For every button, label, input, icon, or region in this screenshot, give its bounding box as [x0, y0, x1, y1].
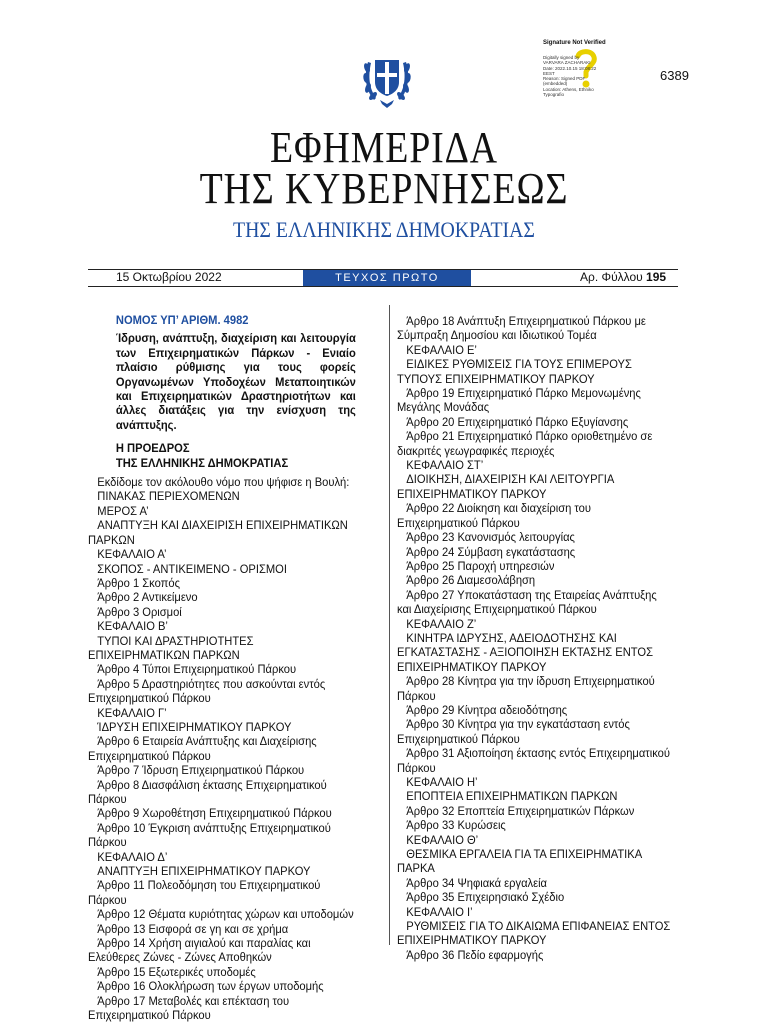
contents-list-right: [397, 314, 692, 962]
masthead-line-1: ΕΦΗΜΕΡΙΔΑ: [270, 123, 498, 172]
contents-line: Άρθρο 12 Θέματα κυριότητας χώρων και υποδομών: [97, 907, 354, 922]
contents-line: Άρθρο 24 Σύμβαση εγκατάστασης: [406, 544, 576, 559]
contents-line: Άρθρο 5 Δραστηριότητες που ασκούνται εντός Επιχειρηματικού Πάρκου: [88, 676, 326, 706]
contents-line: ΚΕΦΑΛΑΙΟ Ζ’: [406, 616, 477, 631]
column-divider: [389, 305, 390, 945]
signature-title: Signature Not Verified: [543, 40, 606, 46]
contents-line: Άρθρο 28 Κίνητρα για την ίδρυση Επιχειρηματικού Πάρκου: [397, 674, 655, 703]
contents-line: ΠΙΝΑΚΑΣ ΠΕΡΙΕΧΟΜΕΝΩΝ: [97, 489, 240, 504]
contents-line: ΚΕΦΑΛΑΙΟ Ι’: [406, 904, 473, 919]
contents-line: Άρθρο 17 Μεταβολές και επέκταση του Επιχειρηματικού Πάρκου: [88, 993, 290, 1023]
page-number: 6389: [660, 68, 689, 83]
contents-line: Άρθρο 8 Διασφάλιση έκτασης Επιχειρηματικού Πάρκου: [88, 777, 327, 806]
contents-line: Άρθρο 1 Σκοπός: [97, 575, 180, 590]
contents-line: Άρθρο 7 Ίδρυση Επιχειρηματικού Πάρκου: [97, 763, 305, 778]
contents-line: ΡΥΘΜΙΣΕΙΣ ΓΙΑ ΤΟ ΔΙΚΑΙΩΜΑ ΕΠΙΦΑΝΕΙΑΣ ΕΝΤΟΣ ΕΠΙΧΕΙΡΗΜΑΤΙΚΟΥ ΠΑΡΚΟΥ: [397, 919, 671, 948]
sheet-number: [580, 270, 666, 284]
contents-line: ΊΔΡΥΣΗ ΕΠΙΧΕΙΡΗΜΑΤΙΚΟΥ ΠΑΡΚΟΥ: [97, 719, 292, 734]
contents-line: Άρθρο 18 Ανάπτυξη Επιχειρηματικού Πάρκου με Σύμπραξη Δημοσίου και Ιδιωτικού Τομέα: [397, 314, 646, 343]
contents-line: Άρθρο 33 Κυρώσεις: [406, 818, 506, 833]
contents-line: Άρθρο 2 Αντικείμενο: [97, 590, 198, 605]
contents-line: Άρθρο 19 Επιχειρηματικό Πάρκο Μεμονωμένης Μεγάλης Μονάδας: [397, 386, 641, 415]
contents-line: ΚΕΦΑΛΑΙΟ Α’: [97, 547, 167, 562]
contents-line: Άρθρο 21 Επιχειρηματικό Πάρκο οριοθετημένο σε διακριτές γεωγραφικές περιοχές: [397, 429, 653, 458]
contents-line: Άρθρο 14 Χρήση αιγιαλού και παραλίας και Ελεύθερες Ζώνες - Ζώνες Αποθηκών: [88, 936, 311, 965]
contents-line: ΑΝΑΠΤΥΞΗ ΚΑΙ ΔΙΑΧΕΙΡΙΣΗ ΕΠΙΧΕΙΡΗΜΑΤΙΚΩΝ ΠΑΡΚΩΝ: [88, 518, 348, 547]
contents-line: Άρθρο 3 Ορισμοί: [97, 604, 182, 619]
contents-line: ΕΠΟΠΤΕΙΑ ΕΠΙΧΕΙΡΗΜΑΤΙΚΩΝ ΠΑΡΚΩΝ: [406, 789, 618, 804]
president-line-2: ΤΗΣ ΕΛΛΗΝΙΚΗΣ ΔΗΜΟΚΡΑΤΙΑΣ: [115, 455, 289, 470]
contents-line: ΑΝΑΠΤΥΞΗ ΕΠΙΧΕΙΡΗΜΑΤΙΚΟΥ ΠΑΡΚΟΥ: [97, 864, 311, 879]
contents-line: Άρθρο 27 Υποκατάσταση της Εταιρείας Ανάπτυξης και Διαχείρισης Επιχειρηματικού Πάρκου: [397, 587, 657, 617]
contents-list-left: [88, 489, 376, 1022]
law-description: Ίδρυση, ανάπτυξη, διαχείριση και λειτουργία των Επιχειρηματικών Πάρκων - Ενιαίο πλαίσιο ρύθμισης για τους φορείς Οργανωμένων Υποδοχέων Μεταποιητικών και Επιχειρηματικών Δραστηριοτήτων και άλλες διατάξεις για την ενίσχυση της ανάπτυξης.: [115, 331, 356, 432]
masthead-subtitle: ΤΗΣ ΕΛΛΗΝΙΚΗΣ ΔΗΜΟΚΡΑΤΙΑΣ: [233, 217, 535, 242]
contents-line: Άρθρο 30 Κίνητρα για την εγκατάσταση εντός Επιχειρηματικού Πάρκου: [397, 717, 630, 746]
header-rule-bottom: [88, 286, 678, 287]
contents-line: ΚΕΦΑΛΑΙΟ Δ’: [97, 849, 168, 864]
contents-line: ΚΕΦΑΛΑΙΟ Γ’: [97, 705, 167, 720]
contents-line: ΜΕΡΟΣ Α’: [97, 503, 149, 518]
law-title: ΝΟΜΟΣ ΥΠ’ ΑΡΙΘΜ. 4982: [115, 313, 249, 327]
contents-line: Άρθρο 9 Χωροθέτηση Επιχειρηματικού Πάρκου: [97, 806, 332, 821]
contents-line: Άρθρο 26 Διαμεσολάβηση: [406, 573, 536, 588]
contents-line: Άρθρο 36 Πεδίο εφαρμογής: [406, 947, 544, 962]
contents-line: Άρθρο 4 Τύποι Επιχειρηματικού Πάρκου: [97, 662, 297, 677]
contents-line: ΣΚΟΠΟΣ - ΑΝΤΙΚΕΙΜΕΝΟ - ΟΡΙΣΜΟΙ: [97, 561, 287, 576]
contents-line: ΕΙΔΙΚΕΣ ΡΥΘΜΙΣΕΙΣ ΓΙΑ ΤΟΥΣ ΕΠΙΜΕΡΟΥΣ ΤΥΠΟΥΣ ΕΠΙΧΕΙΡΗΜΑΤΙΚΟΥ ΠΑΡΚΟΥ: [397, 357, 632, 386]
contents-line: Άρθρο 6 Εταιρεία Ανάπτυξης και Διαχείρισης Επιχειρηματικού Πάρκου: [88, 734, 317, 763]
contents-line: Άρθρο 20 Επιχειρηματικό Πάρκο Εξυγίανσης: [406, 414, 629, 429]
contents-line: ΘΕΣΜΙΚΑ ΕΡΓΑΛΕΙΑ ΓΙΑ ΤΑ ΕΠΙΧΕΙΡΗΜΑΤΙΚΑ ΠΑΡΚΑ: [397, 847, 642, 876]
contents-line: ΚΙΝΗΤΡΑ ΙΔΡΥΣΗΣ, ΑΔΕΙΟΔΟΤΗΣΗΣ ΚΑΙ ΕΓΚΑΤΑΣΤΑΣΗΣ - ΑΞΙΟΠΟΙΗΣΗ ΕΚΤΑΣΗΣ ΕΝΤΟΣ ΕΠΙΧΕΙΡΗΜΑΤΙΚΟΥ ΠΑΡΚΟΥ: [397, 630, 653, 674]
contents-line: Άρθρο 23 Κανονισμός λειτουργίας: [406, 530, 575, 545]
masthead-line-2: ΤΗΣ ΚΥΒΕΡΝΗΣΕΩΣ: [199, 164, 569, 213]
contents-line: Άρθρο 13 Εισφορά σε γη και σε χρήμα: [97, 921, 289, 936]
sheet-label: Αρ. Φύλλου: [580, 270, 643, 284]
contents-line: Άρθρο 11 Πολεοδόμηση του Επιχειρηματικού Πάρκου: [88, 878, 321, 907]
contents-line: Άρθρο 10 Έγκριση ανάπτυξης Επιχειρηματικού Πάρκου: [88, 820, 331, 850]
contents-line: ΚΕΦΑΛΑΙΟ ΣΤ’: [406, 458, 484, 473]
sheet-number-value: 195: [646, 270, 667, 284]
contents-line: Άρθρο 16 Ολοκλήρωση των έργων υποδομής: [97, 979, 324, 994]
contents-line: ΚΕΦΑΛΑΙΟ Η’: [406, 775, 478, 789]
contents-line: Άρθρο 22 Διοίκηση και διαχείριση του Επιχειρηματικού Πάρκου: [397, 501, 591, 530]
contents-line: ΔΙΟΙΚΗΣΗ, ΔΙΑΧΕΙΡΙΣΗ ΚΑΙ ΛΕΙΤΟΥΡΓΙΑ ΕΠΙΧΕΙΡΗΜΑΤΙΚΟΥ ΠΑΡΚΟΥ: [397, 472, 614, 501]
signature-details: Digitally signed by VARVARA ZACHARAKI Date: 2022.10.15 18:08:22 EEST Reason: Signed PDF (embedded) Location: Athens, Ethniko Typografio: [543, 55, 597, 98]
contents-line: ΚΕΦΑΛΑΙΟ Β’: [97, 619, 168, 634]
issue-date: 15 Οκτωβρίου 2022: [116, 270, 222, 284]
intro-text: Εκδίδομε τον ακόλουθο νόμο που ψήφισε η Βουλή:: [97, 475, 350, 490]
contents-line: Άρθρο 35 Επιχειρησιακό Σχέδιο: [406, 890, 565, 905]
contents-line: Άρθρο 31 Αξιοποίηση έκτασης εντός Επιχειρηματικού Πάρκου: [397, 746, 670, 775]
contents-line: ΤΥΠΟΙ ΚΑΙ ΔΡΑΣΤΗΡΙΟΤΗΤΕΣ ΕΠΙΧΕΙΡΗΜΑΤΙΚΩΝ ΠΑΡΚΩΝ: [88, 633, 254, 662]
contents-line: Άρθρο 29 Κίνητρα αδειοδότησης: [406, 702, 568, 717]
president-line-1: Η ΠΡΟΕΔΡΟΣ: [115, 441, 190, 456]
right-column: [397, 314, 692, 962]
issue-badge: ΤΕΥΧΟΣ ΠΡΩΤΟ: [303, 270, 471, 286]
contents-line: ΚΕΦΑΛΑΙΟ Ε’: [406, 342, 477, 357]
greek-emblem-icon: [360, 38, 414, 118]
left-column: [88, 313, 376, 1023]
contents-line: Άρθρο 25 Παροχή υπηρεσιών: [406, 558, 555, 573]
contents-line: Άρθρο 15 Εξωτερικές υποδομές: [97, 964, 256, 979]
contents-line: ΚΕΦΑΛΑΙΟ Θ’: [406, 832, 479, 847]
contents-line: Άρθρο 32 Εποπτεία Επιχειρηματικών Πάρκων: [406, 803, 635, 818]
contents-line: Άρθρο 34 Ψηφιακά εργαλεία: [406, 875, 548, 890]
